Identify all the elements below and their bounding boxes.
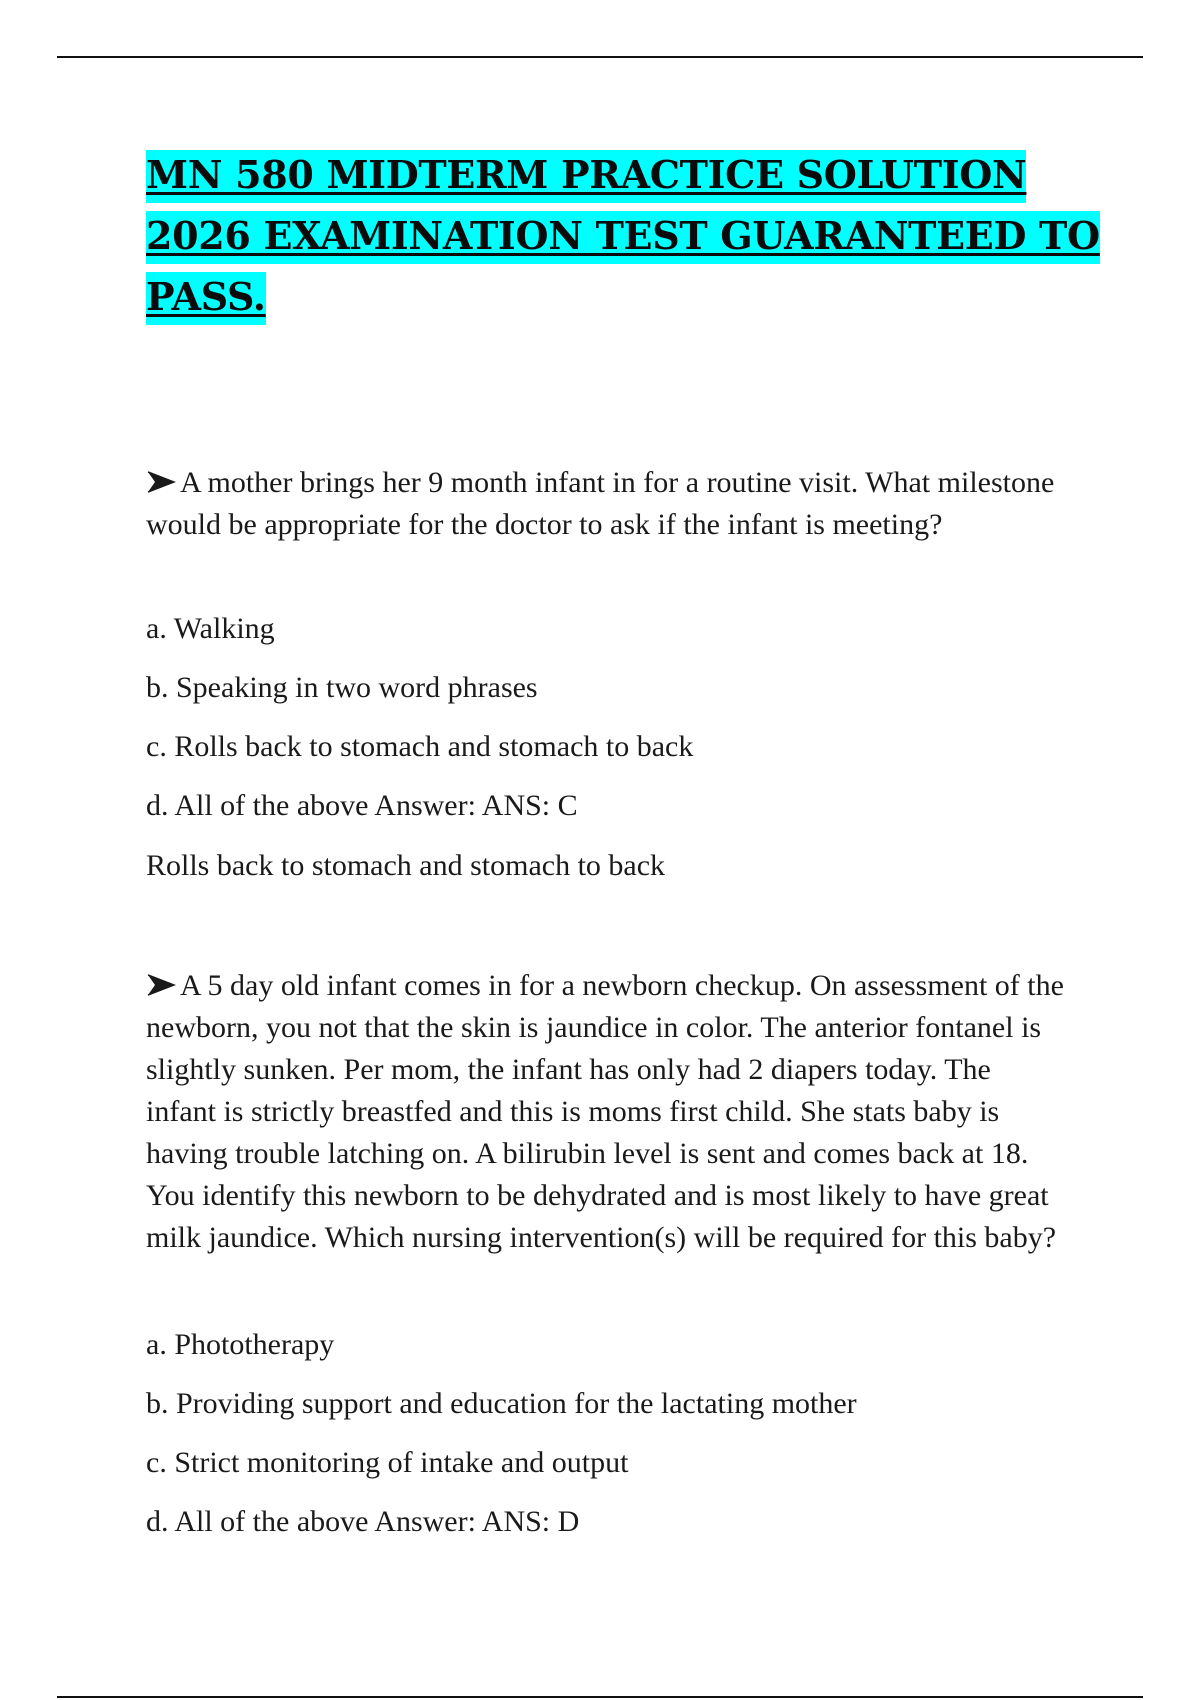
question-2 xyxy=(146,965,1066,1259)
question-2-stem-wrap xyxy=(146,965,1066,1259)
question-1-rationale: Rolls back to stomach and stomach to back xyxy=(146,849,666,882)
question-1-stem-wrap xyxy=(146,462,1066,546)
top-rule xyxy=(57,56,1143,58)
document-title xyxy=(146,144,1106,327)
bottom-rule xyxy=(57,1696,1143,1698)
question-2-option-d: d. All of the above Answer: ANS: D xyxy=(146,1505,580,1538)
question-1-option-c: c. Rolls back to stomach and stomach to back xyxy=(146,730,694,763)
question-1-option-d: d. All of the above Answer: ANS: C xyxy=(146,789,578,822)
arrow-bullet-icon xyxy=(146,973,176,997)
question-2-stem: A 5 day old infant comes in for a newborn checkup. On assessment of the newborn, you not that the skin is jaundice in color. The anterior fontanel is slightly sunken. Per mom, the infant has only had 2 diapers today. The infant is strictly breastfed and this is moms first child. She stats baby is having trouble latching on. A bilirubin level is sent and comes back at 18. You identify this newborn to be dehydrated and is most likely to have great milk jaundice. Which nursing intervention(s) will be required for this baby? xyxy=(146,969,1064,1254)
question-2-option-a: a. Phototherapy xyxy=(146,1328,335,1361)
question-2-option-b: b. Providing support and education for the lactating mother xyxy=(146,1387,857,1420)
title-highlight: MN 580 MIDTERM PRACTICE SOLUTION 2026 EXAMINATION TEST GUARANTEED TO PASS. xyxy=(146,150,1100,325)
question-1 xyxy=(146,462,1066,546)
arrow-bullet-icon xyxy=(146,470,176,494)
question-1-option-b: b. Speaking in two word phrases xyxy=(146,671,538,704)
question-1-option-a: a. Walking xyxy=(146,612,275,645)
question-2-option-c: c. Strict monitoring of intake and output xyxy=(146,1446,629,1479)
question-1-stem: A mother brings her 9 month infant in for a routine visit. What milestone would be appropriate for the doctor to ask if the infant is meeting? xyxy=(146,466,1055,541)
